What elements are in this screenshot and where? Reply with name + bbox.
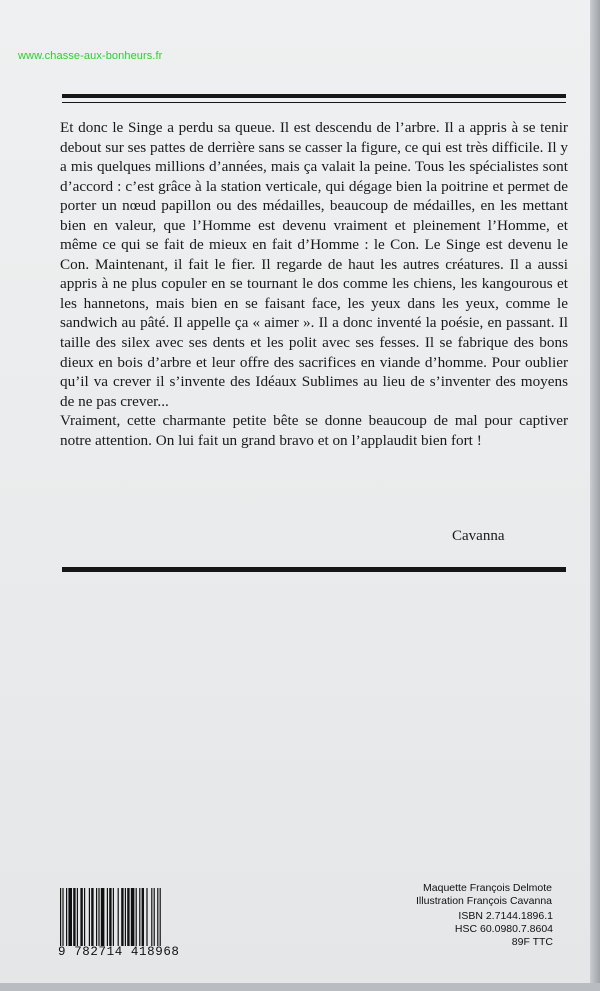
barcode-bar: [131, 888, 135, 946]
bottom-divider: [62, 563, 566, 572]
barcode-bar: [89, 888, 90, 946]
barcode-bar: [109, 888, 111, 946]
barcode-digits: 9 782714 418968: [58, 945, 180, 959]
barcode-bar: [66, 888, 67, 946]
barcode-bar: [142, 888, 144, 946]
barcode-bar: [146, 888, 147, 946]
cover-bottom-edge: [0, 983, 600, 991]
barcode-bar: [77, 888, 78, 946]
barcode-bar: [84, 888, 85, 946]
credit-maquette: Maquette François Delmote: [423, 882, 552, 894]
watermark-link[interactable]: www.chasse-aux-bonheurs.fr: [18, 50, 163, 62]
barcode-bar: [96, 888, 97, 946]
top-divider: [62, 94, 566, 103]
barcode-bar: [107, 888, 108, 946]
barcode-bar: [151, 888, 152, 946]
blurb-closing-paragraph: Vraiment, cette charmante petite bête se donne beaucoup de mal pour captiver notre attention. On lui fait un grand bravo et on l’applaudit bien fort !: [60, 412, 568, 449]
barcode-bar: [98, 888, 99, 946]
barcode-bar: [127, 888, 129, 946]
barcode-bar: [73, 888, 75, 946]
barcode-bar: [80, 888, 82, 946]
barcode-bar: [139, 888, 140, 946]
isbn-code: ISBN 2.7144.1896.1: [458, 910, 553, 922]
barcode-bar: [91, 888, 93, 946]
blurb-text-block: [60, 118, 568, 450]
barcode-bar: [157, 888, 158, 946]
barcode-bar: [113, 888, 114, 946]
blurb-paragraph: Et donc le Singe a perdu sa queue. Il est descendu de l’arbre. Il a appris à se tenir debout sur ses pattes de derrière sans se casser la figure, ce qui est très difficile. Il y a mis quelques millions d’années, mais ça valait la peine. Tous les spécialistes sont d’accord : c’est grâce à la station verticale, qui dégage bien la poitrine et permet de porter un nœud papillon ou des médailles, beaucoup de médailles, en les mettant bien en valeur, que l’Homme est devenu vraiment et pleinement l’Homme, et même ce qui se fait de mieux en fait d’Homme : le Con. Le Singe est devenu le Con. Maintenant, il fait le fier. Il regarde de haut les autres créatures. Il a aussi appris à ne plus copuler en se tournant le dos comme les chiens, les kangourous et les hannetons, mais bien en se faisant face, les yeux dans les yeux, comme le sandwich au pâté. Il appelle ça « aimer ». Il a donc inventé la poésie, en passant. Il taille des silex avec ses dents et les polit avec ses fesses. Il se fabrique des bons dieux en bois d’arbre et leur offre des sacrifices en viande d’homme. Pour oublier qu’il va crever il s’invente des Idéaux Sublimes au lieu de s’inventer des moyens de ne pas crever...: [60, 119, 568, 410]
cover-edge: [590, 0, 600, 991]
credit-illustration: Illustration François Cavanna: [416, 895, 552, 907]
codes-block: [455, 910, 553, 949]
barcode-bar: [118, 888, 119, 946]
barcode-bar: [125, 888, 126, 946]
barcode: [60, 888, 196, 946]
barcode-bar: [121, 888, 123, 946]
price-label: 89F TTC: [511, 936, 553, 948]
barcode-bar: [160, 888, 161, 946]
barcode-bar: [68, 888, 72, 946]
barcode-bar: [101, 888, 105, 946]
barcode-bar: [136, 888, 137, 946]
hsc-code: HSC 60.0980.7.8604: [454, 923, 553, 935]
barcode-bar: [62, 888, 63, 946]
author-signature: Cavanna: [452, 528, 505, 544]
credits-block: [416, 882, 552, 908]
barcode-bar: [154, 888, 155, 946]
barcode-bar: [60, 888, 61, 946]
